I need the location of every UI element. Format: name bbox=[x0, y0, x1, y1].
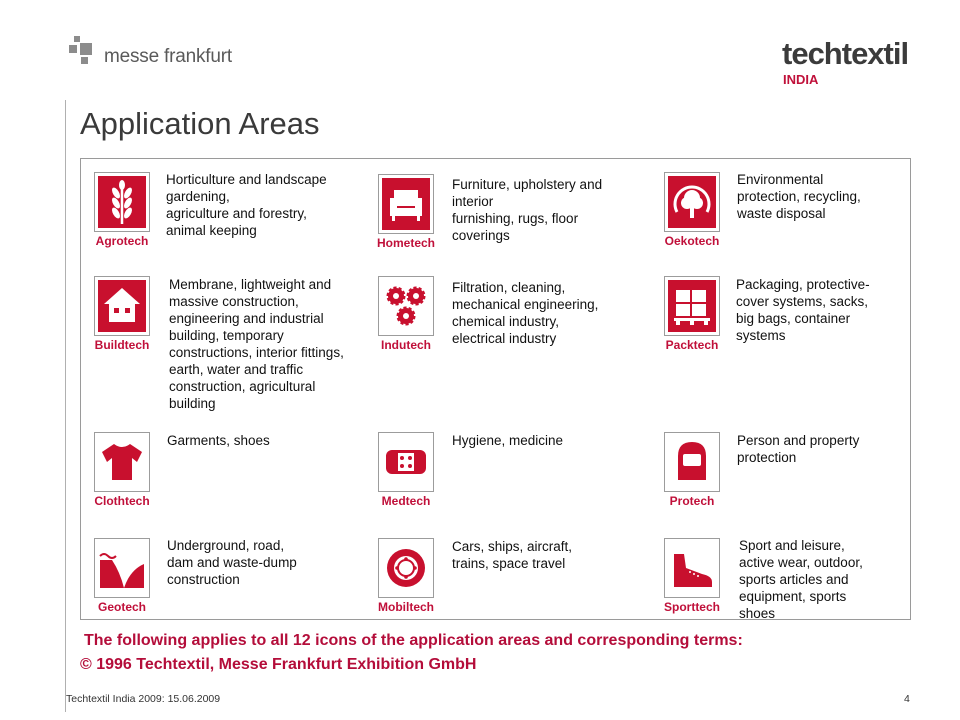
bandage-icon bbox=[382, 436, 430, 488]
description-hometech: Furniture, upholstery and interior furnishing, rugs, floor coverings bbox=[452, 177, 603, 243]
description-oekotech: Environmental protection, recycling, waste disposal bbox=[737, 172, 861, 221]
left-divider-line bbox=[65, 100, 66, 712]
tile-oekotech bbox=[664, 172, 720, 258]
wheat-icon bbox=[98, 176, 146, 228]
tile-label: Indutech bbox=[381, 338, 431, 352]
tile-label: Packtech bbox=[665, 338, 719, 352]
messe-frankfurt-wordmark: messe frankfurt bbox=[104, 46, 232, 67]
tile-indutech bbox=[378, 276, 434, 362]
shoe-icon bbox=[668, 542, 716, 594]
tile-buildtech bbox=[94, 276, 150, 362]
tile-label: Clothtech bbox=[94, 494, 150, 508]
tree-icon bbox=[668, 176, 716, 228]
description-packtech: Packaging, protective- cover systems, sacks, big bags, container systems bbox=[736, 277, 870, 343]
description-mobiltech: Cars, ships, aircraft, trains, space travel bbox=[452, 539, 573, 571]
tile-label: Geotech bbox=[97, 600, 146, 614]
description-medtech: Hygiene, medicine bbox=[452, 433, 564, 448]
shirt-icon bbox=[98, 436, 146, 488]
techtextil-wordmark: techtextil bbox=[782, 36, 909, 71]
tile-packtech bbox=[664, 276, 720, 362]
tile-label: Sporttech bbox=[663, 600, 720, 614]
tyre-icon bbox=[382, 542, 430, 594]
tile-label: Oekotech bbox=[664, 234, 720, 248]
tile-medtech bbox=[378, 432, 434, 518]
techtextil-india-logo bbox=[782, 38, 932, 90]
description-clothtech: Garments, shoes bbox=[167, 433, 270, 448]
tile-geotech bbox=[94, 538, 150, 624]
tile-label: Hometech bbox=[376, 236, 435, 250]
footer-text: Techtextil India 2009: 15.06.2009 bbox=[66, 693, 221, 705]
copyright-notice-line1: The following applies to all 12 icons of the application areas and corresponding terms: bbox=[84, 632, 743, 649]
armchair-icon bbox=[382, 178, 430, 230]
description-geotech: Underground, road, dam and waste-dump construction bbox=[167, 538, 297, 587]
tile-label: Mobiltech bbox=[378, 600, 434, 614]
tile-protech bbox=[664, 432, 720, 518]
page-number: 4 bbox=[904, 693, 910, 705]
tile-label: Medtech bbox=[381, 494, 431, 508]
page-title: Application Areas bbox=[80, 106, 320, 141]
tile-agrotech bbox=[94, 172, 150, 258]
tile-sporttech bbox=[664, 538, 720, 624]
tile-clothtech bbox=[94, 432, 150, 518]
description-agrotech: Horticulture and landscape gardening, agriculture and forestry, animal keeping bbox=[166, 172, 327, 238]
tile-label: Protech bbox=[669, 494, 715, 508]
tile-mobiltech bbox=[378, 538, 434, 624]
messe-frankfurt-mark-icon bbox=[68, 34, 102, 68]
pallet-icon bbox=[668, 280, 716, 332]
tile-label: Buildtech bbox=[94, 338, 150, 352]
dam-icon bbox=[98, 542, 146, 594]
description-sporttech: Sport and leisure, active wear, outdoor, sports articles and equipment, sports shoes bbox=[739, 538, 863, 621]
copyright-notice-line2: © 1996 Techtextil, Messe Frankfurt Exhibition GmbH bbox=[80, 656, 477, 673]
techtextil-india-label: INDIA bbox=[783, 72, 819, 87]
description-indutech: Filtration, cleaning, mechanical engineering, chemical industry, electrical industry bbox=[452, 280, 599, 346]
description-buildtech: Membrane, lightweight and massive construction, engineering and industrial building, temporary constructions, interior fittings, earth, water and traffic construction, agricultural building bbox=[169, 277, 344, 411]
messe-frankfurt-logo bbox=[68, 34, 248, 74]
tile-label: Agrotech bbox=[95, 234, 149, 248]
tile-hometech bbox=[378, 174, 434, 260]
gears-icon bbox=[382, 280, 430, 332]
hood-icon bbox=[668, 436, 716, 488]
description-protech: Person and property protection bbox=[737, 433, 860, 465]
house-icon bbox=[98, 280, 146, 332]
